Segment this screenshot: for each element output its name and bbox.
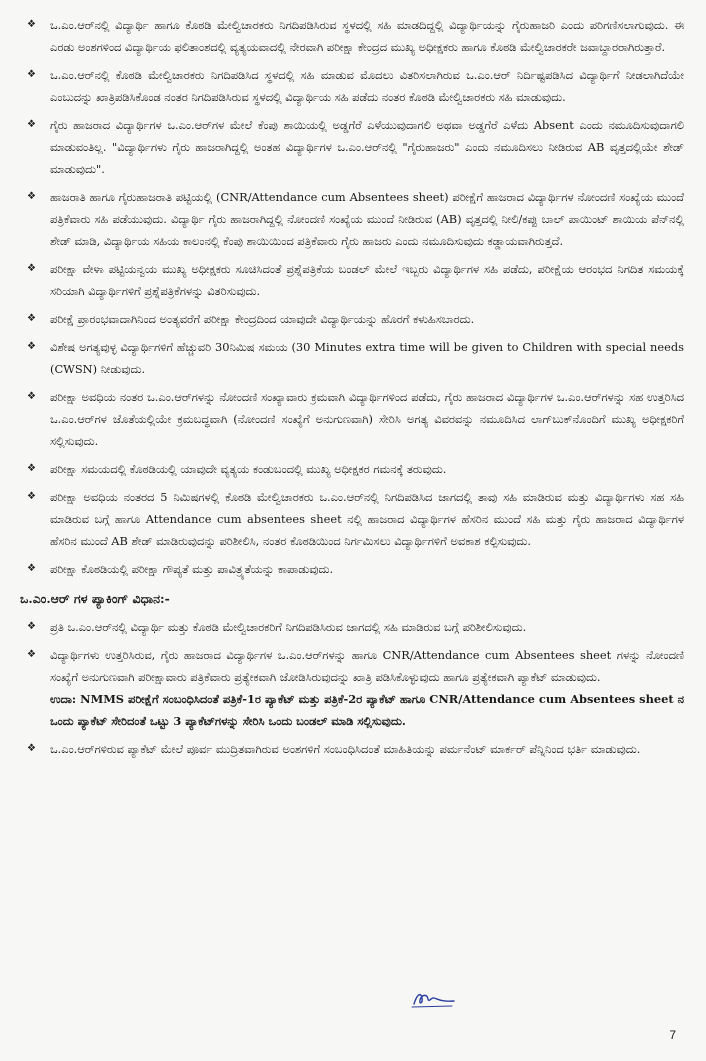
- diamond-bullet-icon: ❖: [27, 743, 36, 754]
- diamond-bullet-icon: ❖: [27, 119, 36, 130]
- diamond-bullet-icon: ❖: [27, 463, 36, 474]
- list-item: ❖ ಒ.ಎಂ.ಆರ್‌ಗಳಿರುವ ಪ್ಯಾಕೆಟ್ ಮೇಲೆ ಪೂರ್ವ ಮುದ್ರಿತವಾಗಿರುವ ಅಂಶಗಳಿಗೆ ಸಂಬಂಧಿಸಿದಂತೆ ಮಾಹಿತಿಯನ್ನು ಪರ್ಮನೆಂಟ್ ಮಾರ್ಕರ್ ಪೆನ್ನಿನಿಂದ ಭರ್ತಿ ಮಾಡುವುದು.: [27, 742, 641, 756]
- list-item: ❖ ಒ.ಎಂ.ಆರ್‌ನಲ್ಲಿ ಕೊಠಡಿ ಮೇಲ್ವಿಚಾರಕರು ನಿಗದಿಪಡಿಸಿದ ಸ್ಥಳದಲ್ಲಿ ಸಹಿ ಮಾಡುವ ಮೊದಲು ವಿತರಿಸಲಾಗಿರುವ ಒ.ಎಂ.ಆರ್ ನಿರ್ದಿಷ್ಟಪಡಿಸಿದ ವಿದ್ಯಾರ್ಥಿಗೆ ನೀಡಲಾಗಿದೆಯೇ ಎಂಬುದನ್ನು ಖಾತ್ರಿಪಡಿಸಿಕೊಂಡ ನಂತರ ನಿಗದಿಪಡಿಸಿರುವ ಸ್ಥಳದಲ್ಲಿ ವಿದ್ಯಾರ್ಥಿಯ ಸಹಿ ಪಡೆದು ನಂತರ ಕೊಠಡಿ ಮೇಲ್ವಿಚಾರಕರು ಸಹಿ ಮಾಡುವುದು.: [27, 68, 684, 104]
- list-item: ❖ ಪರೀಕ್ಷಾ ಅವಧಿಯ ನಂತರದ 5 ನಿಮಿಷಗಳಲ್ಲಿ ಕೊಠಡಿ ಮೇಲ್ವಿಚಾರಕರು ಒ.ಎಂ.ಆರ್‌ನಲ್ಲಿ ನಿಗದಿಪಡಿಸಿದ ಜಾಗದಲ್ಲಿ ತಾವು ಸಹಿ ಮಾಡಿರುವ ಮತ್ತು ವಿದ್ಯಾರ್ಥಿಗಳು ಸಹ ಸಹಿ ಮಾಡಿರುವ ಬಗ್ಗೆ ಹಾಗೂ Attendance cum absentees sheet ನಲ್ಲಿ ಹಾಜರಾದ ವಿದ್ಯಾರ್ಥಿಗಳ ಹೆಸರಿನ ಮುಂದೆ ಸಹಿ ಮತ್ತು ಗೈರು ಹಾಜರಾದ ವಿದ್ಯಾರ್ಥಿಗಳ ಹೆಸರಿನ ಮುಂದೆ AB ಶೇಡ್ ಮಾಡಿರುವುದನ್ನು ಪರಿಶೀಲಿಸಿ, ನಂತರ ಕೊಠಡಿಯಿಂದ ನಿರ್ಗಮಿಸಲು ವಿದ್ಯಾರ್ಥಿಗಳಿಗೆ ಅವಕಾಶ ಕಲ್ಪಿಸುವುದು.: [27, 490, 684, 548]
- diamond-bullet-icon: ❖: [27, 69, 36, 80]
- diamond-bullet-icon: ❖: [27, 341, 36, 352]
- list-item: ❖ ವಿಶೇಷ ಅಗತ್ಯವುಳ್ಳ ವಿದ್ಯಾರ್ಥಿಗಳಿಗೆ ಹೆಚ್ಚುವರಿ 30ನಿಮಿಷ ಸಮಯ (30 Minutes extra time will be given to Children with special needs (CWSN) ನೀಡುವುದು.: [27, 340, 684, 376]
- example-note: ಉದಾ: NMMS ಪರೀಕ್ಷೆಗೆ ಸಂಬಂಧಿಸಿದಂತೆ ಪತ್ರಿಕೆ-1ರ ಪ್ಯಾಕೆಟ್ ಮತ್ತು ಪತ್ರಿಕೆ-2ರ ಪ್ಯಾಕೆಟ್ ಹಾಗೂ CNR/Attendance cum Absentees sheet ನ ಒಂದು ಪ್ಯಾಕೆಟ್ ಸೇರಿದಂತೆ ಒಟ್ಟು 3 ಪ್ಯಾಕೆಟ್‌ಗಳನ್ನು ಸೇರಿಸಿ ಒಂದು ಬಂಡಲ್ ಮಾಡಿ ಸಲ್ಲಿಸುವುದು.: [50, 692, 684, 728]
- section-heading: ಒ.ಎಂ.ಆರ್ ಗಳ ಪ್ಯಾಕಿಂಗ್ ವಿಧಾನ:-: [20, 591, 170, 606]
- list-item: ❖ ಪ್ರತಿ ಒ.ಎಂ.ಆರ್‌ನಲ್ಲಿ ವಿದ್ಯಾರ್ಥಿ ಮತ್ತು ಕೊಠಡಿ ಮೇಲ್ವಿಚಾರಕರಿಗೆ ನಿಗದಿಪಡಿಸಿರುವ ಜಾಗದಲ್ಲಿ ಸಹಿ ಮಾಡಿರುವ ಬಗ್ಗೆ ಪರಿಶೀಲಿಸುವುದು.: [27, 620, 527, 634]
- diamond-bullet-icon: ❖: [27, 191, 36, 202]
- page-number: 7: [669, 1028, 676, 1042]
- diamond-bullet-icon: ❖: [27, 263, 36, 274]
- list-item: ❖ ಗೈರು ಹಾಜರಾದ ವಿದ್ಯಾರ್ಥಿಗಳ ಒ.ಎಂ.ಆರ್‌ಗಳ ಮೇಲೆ ಕೆಂಪು ಶಾಯಿಯಲ್ಲಿ ಅಡ್ಡಗೆರೆ ಎಳೆಯುವುದಾಗಲಿ ಅಥವಾ ಅಡ್ಡಗೆರೆ ಎಳೆದು Absent ಎಂದು ನಮೂದಿಸುವುದಾಗಲಿ ಮಾಡುವಂತಿಲ್ಲ. "ವಿದ್ಯಾರ್ಥಿಗಳು ಗೈರು ಹಾಜರಾಗಿದ್ದಲ್ಲಿ ಅಂತಹ ವಿದ್ಯಾರ್ಥಿಗಳ ಒ.ಎಂ.ಆರ್‌ನಲ್ಲಿ "ಗೈರುಹಾಜರು" ಎಂದು ನಮೂದಿಸಲು ನೀಡಿರುವ AB ವೃತ್ತದಲ್ಲಿಯೇ ಶೇಡ್ ಮಾಡುವುದು".: [27, 118, 684, 176]
- diamond-bullet-icon: ❖: [27, 19, 36, 30]
- list-item: ❖ ವಿದ್ಯಾರ್ಥಿಗಳು ಉತ್ತರಿಸಿರುವ, ಗೈರು ಹಾಜರಾದ ವಿದ್ಯಾರ್ಥಿಗಳ ಒ.ಎಂ.ಆರ್‌ಗಳನ್ನು ಹಾಗೂ CNR/Attendance cum Absentees sheet ಗಳನ್ನು ನೋಂದಣಿ ಸಂಖ್ಯೆಗೆ ಅನುಗುಣವಾಗಿ ಪರೀಕ್ಷಾವಾರು ಪತ್ರಿಕೆವಾರು ಪ್ರತ್ಯೇಕವಾಗಿ ಜೋಡಿಸಿರುವುದನ್ನು ಖಾತ್ರಿ ಪಡಿಸಿಕೊಳ್ಳುವುದು ಹಾಗೂ ಪ್ರತ್ಯೇಕವಾಗಿ ಪ್ಯಾಕೆಟ್ ಮಾಡುವುದು. ಉದಾ: NMMS ಪರೀಕ್ಷೆಗೆ ಸಂಬಂಧಿಸಿದಂತೆ ಪತ್ರಿಕೆ-1ರ ಪ್ಯಾಕೆಟ್ ಮತ್ತು ಪತ್ರಿಕೆ-2ರ ಪ್ಯಾಕೆಟ್ ಹಾಗೂ CNR/Attendance cum Absentees sheet ನ ಒಂದು ಪ್ಯಾಕೆಟ್ ಸೇರಿದಂತೆ ಒಟ್ಟು 3 ಪ್ಯಾಕೆಟ್‌ಗಳನ್ನು ಸೇರಿಸಿ ಒಂದು ಬಂಡಲ್ ಮಾಡಿ ಸಲ್ಲಿಸುವುದು.: [27, 648, 684, 728]
- list-item: ❖ ಹಾಜರಾತಿ ಹಾಗೂ ಗೈರುಹಾಜರಾತಿ ಪಟ್ಟಿಯಲ್ಲಿ (CNR/Attendance cum Absentees sheet) ಪರೀಕ್ಷೆಗೆ ಹಾಜರಾದ ವಿದ್ಯಾರ್ಥಿಗಳ ನೋಂದಣಿ ಸಂಖ್ಯೆಯ ಮುಂದೆ ಪತ್ರಿಕೆವಾರು ಸಹಿ ಪಡೆಯುವುದು. ವಿದ್ಯಾರ್ಥಿ ಗೈರು ಹಾಜರಾಗಿದ್ದಲ್ಲಿ ನೋಂದಣಿ ಸಂಖ್ಯೆಯ ಮುಂದೆ ನೀಡಿರುವ (AB) ವೃತ್ತದಲ್ಲಿ ನೀಲಿ/ಕಪ್ಪು ಬಾಲ್ ಪಾಯಿಂಟ್ ಶಾಯಿಯ ಪೆನ್‌ನಲ್ಲಿ ಶೇಡ್ ಮಾಡಿ, ವಿದ್ಯಾರ್ಥಿಯ ಸಹಿಯ ಕಾಲಂನಲ್ಲಿ ಕೆಂಪು ಶಾಯಿಯಿಂದ ಪತ್ರಿಕೆವಾರು ಗೈರು ಹಾಜರು ಎಂದು ನಮೂದಿಸುವುದು ಕಡ್ಡಾಯವಾಗಿರುತ್ತದೆ.: [27, 190, 684, 248]
- list-item: ❖ ಪರೀಕ್ಷೆ ಪ್ರಾರಂಭವಾದಾಗಿನಿಂದ ಅಂತ್ಯವರೆಗೆ ಪರೀಕ್ಷಾ ಕೇಂದ್ರದಿಂದ ಯಾವುದೇ ವಿದ್ಯಾರ್ಥಿಯನ್ನು ಹೊರಗೆ ಕಳುಹಿಸಬಾರದು.: [27, 312, 475, 326]
- list-item: ❖ ಪರೀಕ್ಷಾ ಕೊಠಡಿಯಲ್ಲಿ ಪರೀಕ್ಷಾ ಗೌಪ್ಯತೆ ಮತ್ತು ಪಾವಿತ್ರ್ಯತೆಯನ್ನು ಕಾಪಾಡುವುದು.: [27, 562, 334, 576]
- list-item: ❖ ಪರೀಕ್ಷಾ ಅವಧಿಯ ನಂತರ ಒ.ಎಂ.ಆರ್‌ಗಳನ್ನು ನೋಂದಣಿ ಸಂಖ್ಯಾವಾರು ಕ್ರಮವಾಗಿ ವಿದ್ಯಾರ್ಥಿಗಳಿಂದ ಪಡೆದು, ಗೈರು ಹಾಜರಾದ ವಿದ್ಯಾರ್ಥಿಗಳ ಒ.ಎಂ.ಆರ್‌ಗಳನ್ನು ಸಹ ಉತ್ತರಿಸಿದ ಒ.ಎಂ.ಆರ್‌ಗಳ ಜೊತೆಯಲ್ಲಿಯೇ ಕ್ರಮಬದ್ಧವಾಗಿ (ನೋಂದಣಿ ಸಂಖ್ಯೆಗೆ ಅನುಗುಣವಾಗಿ) ಸೇರಿಸಿ ಅಗತ್ಯ ವಿವರವನ್ನು ನಮೂದಿಸಿದ ಲಾಗ್‌ಬುಕ್‌ನೊಂದಿಗೆ ಮುಖ್ಯ ಅಧೀಕ್ಷಕರಿಗೆ ಸಲ್ಲಿಸುವುದು.: [27, 390, 684, 448]
- diamond-bullet-icon: ❖: [27, 491, 36, 502]
- diamond-bullet-icon: ❖: [27, 621, 36, 632]
- signature-mark: [408, 988, 458, 1010]
- diamond-bullet-icon: ❖: [27, 563, 36, 574]
- list-item: ❖ ಪರೀಕ್ಷಾ ವೇಳಾ ಪಟ್ಟಿಯನ್ವಯ ಮುಖ್ಯ ಅಧೀಕ್ಷಕರು ಸೂಚಿಸಿದಂತೆ ಪ್ರಶ್ನೆಪತ್ರಿಕೆಯ ಬಂಡಲ್ ಮೇಲೆ ಇಬ್ಬರು ವಿದ್ಯಾರ್ಥಿಗಳ ಸಹಿ ಪಡೆದು, ಪರೀಕ್ಷೆಯ ಆರಂಭದ ನಿಗದಿತ ಸಮಯಕ್ಕೆ ಸರಿಯಾಗಿ ವಿದ್ಯಾರ್ಥಿಗಳಿಗೆ ಪ್ರಶ್ನೆಪತ್ರಿಕೆಗಳನ್ನು ವಿತರಿಸುವುದು.: [27, 262, 684, 298]
- diamond-bullet-icon: ❖: [27, 391, 36, 402]
- diamond-bullet-icon: ❖: [27, 649, 36, 660]
- packing-list: [20, 616, 684, 760]
- list-item: ❖ ಪರೀಕ್ಷಾ ಸಮಯದಲ್ಲಿ ಕೊಠಡಿಯಲ್ಲಿ ಯಾವುದೇ ವ್ಯತ್ಯಯ ಕಂಡುಬಂದಲ್ಲಿ ಮುಖ್ಯ ಅಧೀಕ್ಷಕರ ಗಮನಕ್ಕೆ ತರುವುದು.: [27, 462, 447, 476]
- instruction-list: [20, 14, 684, 580]
- diamond-bullet-icon: ❖: [27, 313, 36, 324]
- list-item: ❖ ಒ.ಎಂ.ಆರ್‌ನಲ್ಲಿ ವಿದ್ಯಾರ್ಥಿ ಹಾಗೂ ಕೊಠಡಿ ಮೇಲ್ವಿಚಾರಕರು ನಿಗದಿಪಡಿಸಿರುವ ಸ್ಥಳದಲ್ಲಿ ಸಹಿ ಮಾಡದಿದ್ದಲ್ಲಿ ವಿದ್ಯಾರ್ಥಿಯನ್ನು ಗೈರುಹಾಜರಿ ಎಂದು ಪರಿಗಣಿಸಲಾಗುವುದು. ಈ ಎರಡು ಅಂಶಗಳಿಂದ ವಿದ್ಯಾರ್ಥಿಯ ಫಲಿತಾಂಶದಲ್ಲಿ ವ್ಯತ್ಯಯವಾದಲ್ಲಿ ನೇರವಾಗಿ ಪರೀಕ್ಷಾ ಕೇಂದ್ರದ ಮುಖ್ಯ ಅಧೀಕ್ಷಕರು ಹಾಗೂ ಕೊಠಡಿ ಮೇಲ್ವಿಚಾರಕರೇ ಜವಾಬ್ದಾರರಾಗಿರುತ್ತಾರೆ.: [27, 18, 684, 54]
